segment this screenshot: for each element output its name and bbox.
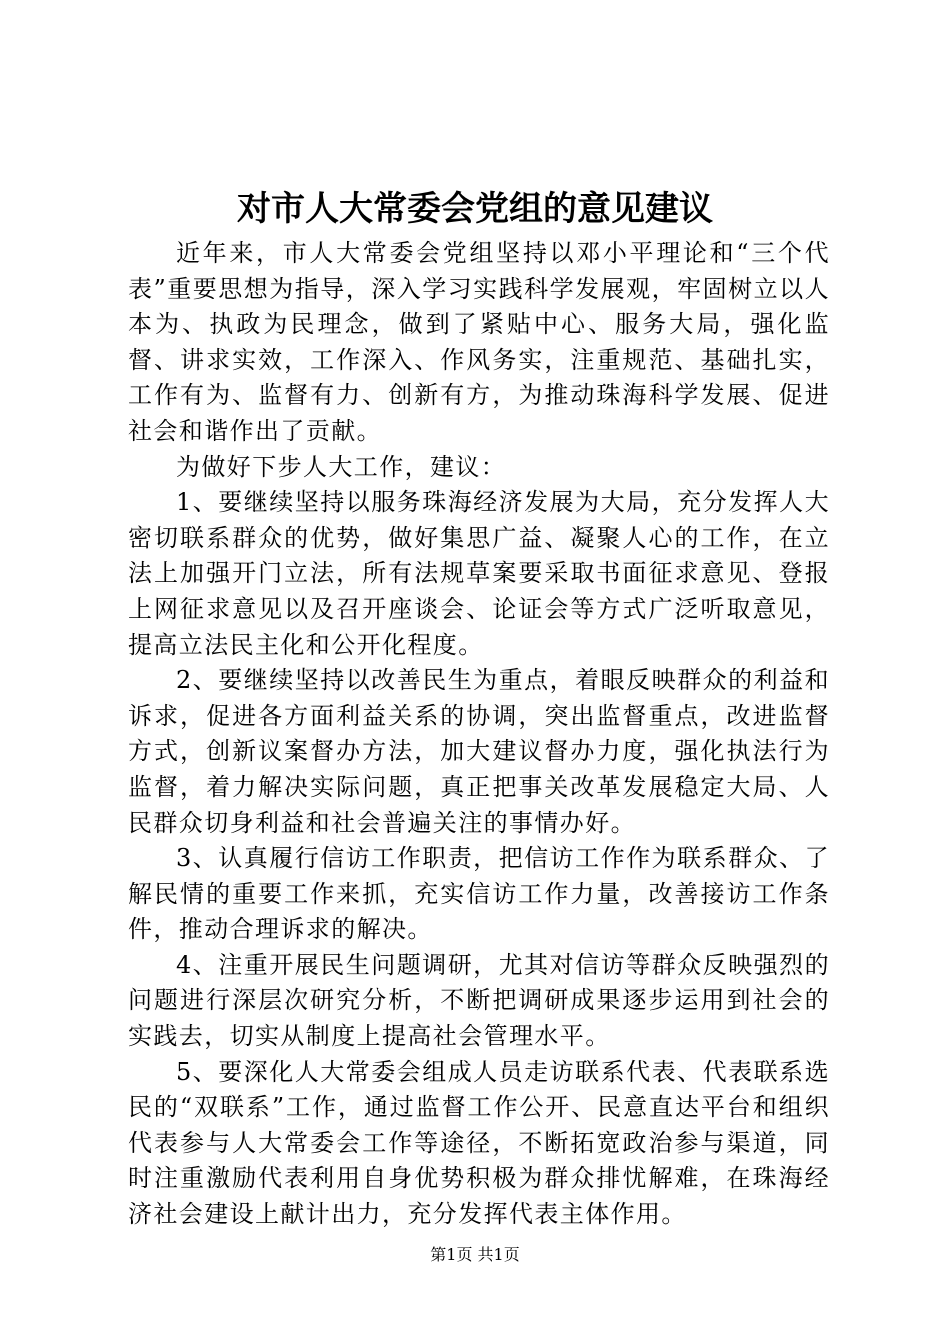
- suggestion-item-1: 1、要继续坚持以服务珠海经济发展为大局，充分发挥人大密切联系群众的优势，做好集思广益、凝聚人心的工作，在立法上加强开门立法，所有法规草案要采取书面征求意见、登报上网征求意见以及召开座谈会、论证会等方式广泛听取意见，提高立法民主化和公开化程度。: [128, 488, 830, 659]
- document-title: 对市人大常委会党组的意见建议: [237, 189, 713, 229]
- intro-paragraph: 近年来，市人大常委会党组坚持以邓小平理论和“三个代表”重要思想为指导，深入学习实践科学发展观，牢固树立以人本为、执政为民理念，做到了紧贴中心、服务大局，强化监督、讲求实效，工作深入、作风务实，注重规范、基础扎实，工作有为、监督有力、创新有方，为推动珠海科学发展、促进社会和谐作出了贡献。: [128, 239, 830, 445]
- document-body: [128, 236, 830, 1233]
- suggestion-item-5: 5、要深化人大常委会组成人员走访联系代表、代表联系选民的“双联系”工作，通过监督工作公开、民意直达平台和组织代表参与人大常委会工作等途径，不断拓宽政治参与渠道，同时注重激励代表利用自身优势积极为群众排忧解难，在珠海经济社会建设上献计出力，充分发挥代表主体作用。: [128, 1057, 830, 1229]
- page-number-footer: 第1页 共1页: [430, 1245, 520, 1264]
- suggestion-item-3: 3、认真履行信访工作职责，把信访工作作为联系群众、了解民情的重要工作来抓，充实信访工作力量，改善接访工作条件，推动合理诉求的解决。: [128, 844, 830, 944]
- suggestion-item-4: 4、注重开展民生问题调研，尤其对信访等群众反映强烈的问题进行深层次研究分析，不断把调研成果逐步运用到社会的实践去，切实从制度上提高社会管理水平。: [128, 950, 830, 1051]
- suggestion-lead-paragraph: 为做好下步人大工作，建议：: [176, 452, 507, 481]
- suggestion-item-2: 2、要继续坚持以改善民生为重点，着眼反映群众的利益和诉求，促进各方面利益关系的协调，突出监督重点，改进监督方式，创新议案督办方法，加大建议督办力度，强化执法行为监督，着力解决实际问题，真正把事关改革发展稳定大局、人民群众切身利益和社会普遍关注的事情办好。: [128, 666, 830, 837]
